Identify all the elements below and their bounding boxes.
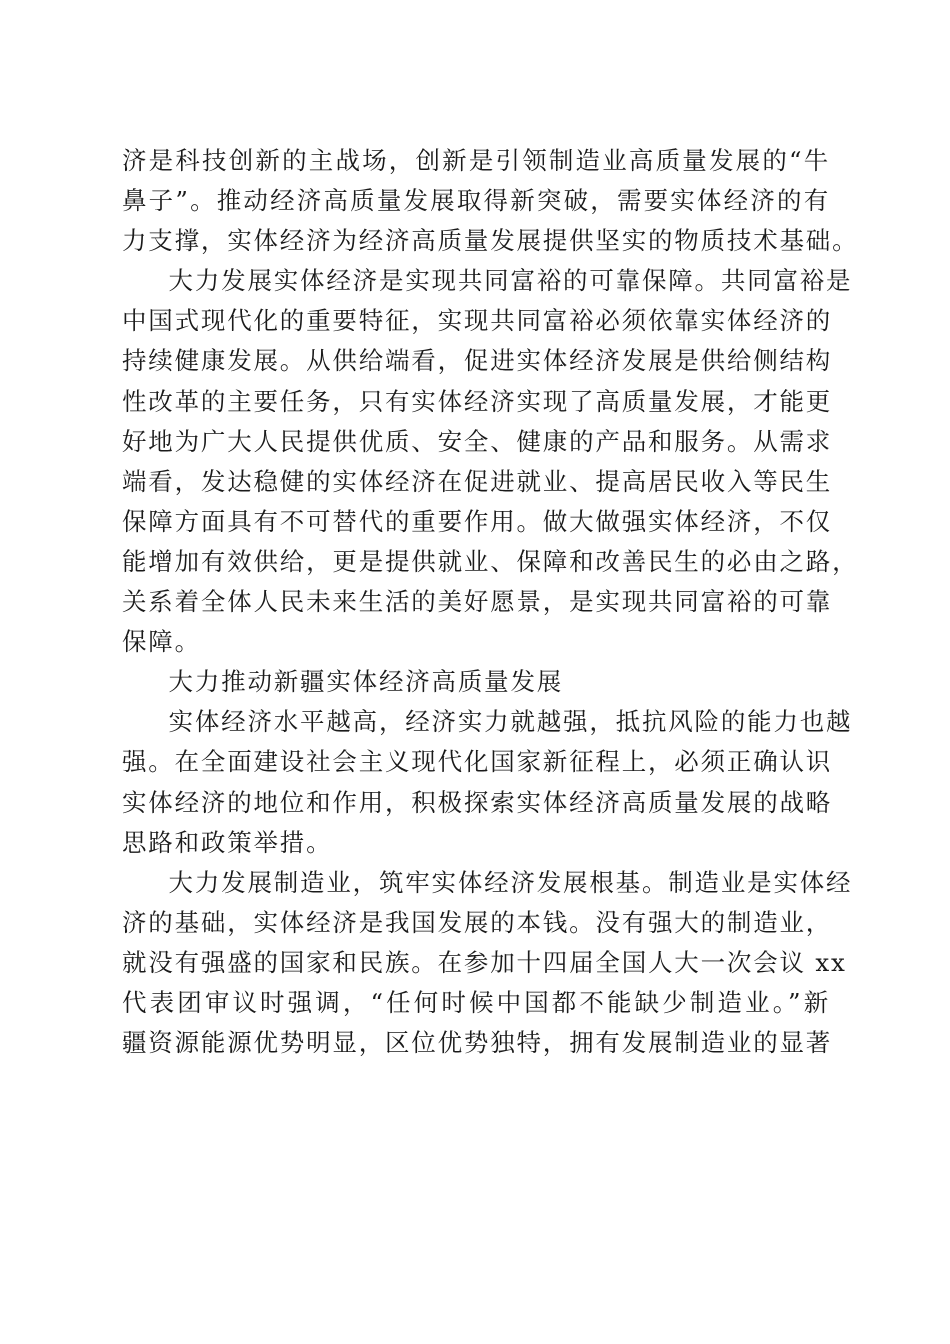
text-line: 力支撑，实体经济为经济高质量发展提供坚实的物质技术基础。 bbox=[122, 226, 859, 256]
text-line: 强。在全面建设社会主义现代化国家新征程上，必须正确认识 bbox=[122, 747, 833, 777]
text-line: 好地为广大人民提供优质、安全、健康的产品和服务。从需求 bbox=[122, 426, 833, 456]
text-line: 鼻子”。推动经济高质量发展取得新突破，需要实体经济的有 bbox=[122, 186, 830, 216]
text-line: 保障。 bbox=[122, 627, 201, 657]
paragraph-2 bbox=[122, 261, 859, 662]
text-line: 端看，发达稳健的实体经济在促进就业、提高居民收入等民生 bbox=[122, 466, 833, 496]
text-line: 大力发展制造业，筑牢实体经济发展根基。制造业是实体经 bbox=[168, 867, 853, 897]
text-line: 保障方面具有不可替代的重要作用。做大做强实体经济，不仅 bbox=[122, 506, 833, 536]
text-line: 就没有强盛的国家和民族。在参加十四届全国人大一次会议 xx bbox=[122, 947, 847, 977]
paragraph-4 bbox=[122, 863, 853, 1063]
text-line: 实体经济水平越高，经济实力就越强，抵抗风险的能力也越 bbox=[168, 707, 853, 737]
text-line: 济的基础，实体经济是我国发展的本钱。没有强大的制造业， bbox=[122, 907, 833, 937]
text-line: 性改革的主要任务，只有实体经济实现了高质量发展，才能更 bbox=[122, 386, 833, 416]
text-line: 济是科技创新的主战场，创新是引领制造业高质量发展的“牛 bbox=[122, 146, 830, 175]
paragraph-3 bbox=[122, 702, 853, 862]
text-line: 大力发展实体经济是实现共同富裕的可靠保障。共同富裕是 bbox=[168, 266, 853, 296]
body-text bbox=[122, 141, 859, 1063]
text-line: 思路和政策举措。 bbox=[122, 827, 333, 857]
section-heading bbox=[122, 662, 830, 702]
paragraph-1 bbox=[122, 141, 859, 261]
text-line: 实体经济的地位和作用，积极探索实体经济高质量发展的战略 bbox=[122, 787, 833, 817]
text-line: 关系着全体人民未来生活的美好愿景，是实现共同富裕的可靠 bbox=[122, 587, 833, 617]
text-line: 代表团审议时强调，“任何时候中国都不能缺少制造业。”新 bbox=[122, 987, 830, 1017]
text-line: 大力推动新疆实体经济高质量发展 bbox=[168, 667, 564, 697]
text-line: 疆资源能源优势明显，区位优势独特，拥有发展制造业的显著 bbox=[122, 1028, 833, 1058]
text-line: 中国式现代化的重要特征，实现共同富裕必须依靠实体经济的 bbox=[122, 306, 833, 336]
text-line: 持续健康发展。从供给端看，促进实体经济发展是供给侧结构 bbox=[122, 346, 833, 376]
text-line: 能增加有效供给，更是提供就业、保障和改善民生的必由之路， bbox=[122, 546, 859, 576]
